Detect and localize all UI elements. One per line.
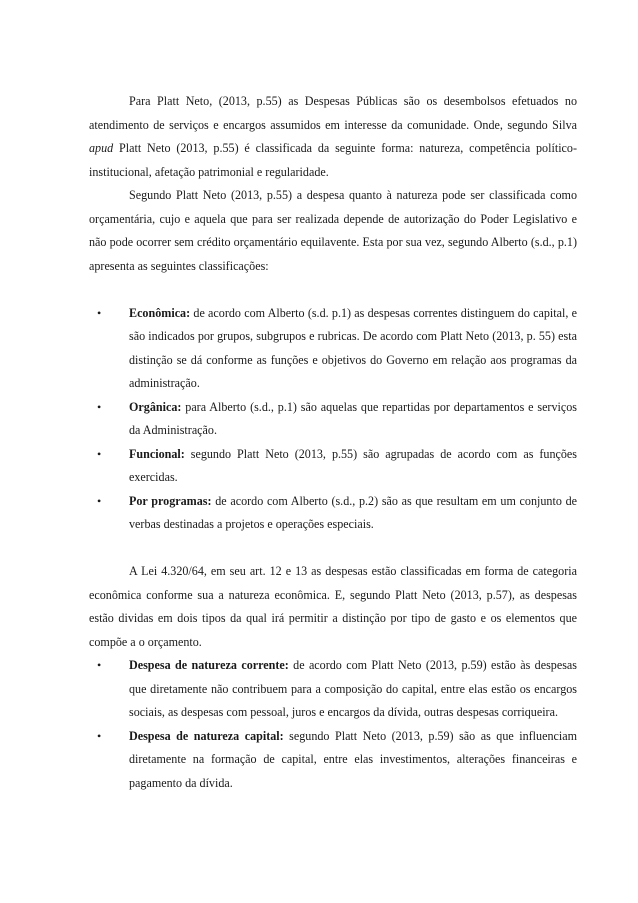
paragraph-text: Platt Neto (2013, p.55) é classificada da seguinte forma: natureza, competência político-institucional, afetação patrimonial e regularidade. <box>89 141 577 179</box>
list-item-despesa-capital <box>89 725 577 796</box>
list-item-funcional <box>89 443 577 490</box>
list-item-por-programas <box>89 490 577 537</box>
list-item-term: Funcional: <box>129 446 185 461</box>
list-item-term: Econômica: <box>129 305 191 320</box>
list-item-text: segundo Platt Neto (2013, p.55) são agrupadas de acordo com as funções exercidas. <box>129 446 577 484</box>
paragraph-despesas-publicas <box>89 90 577 184</box>
bullet-icon: • <box>97 658 102 672</box>
list-item-term: Despesa de natureza corrente: <box>129 658 289 672</box>
list-item-economica <box>89 302 577 396</box>
list-item-text: de acordo com Platt Neto (2013, p.59) estão às despesas que diretamente não contribuem para a composição do capital, entre elas estão os encargos sociais, as despesas com pessoal, juros e encargos da dívida, outras despesas corriqueira. <box>129 658 577 719</box>
list-item-term: Orgânica: <box>129 399 182 414</box>
paragraph-natureza: Segundo Platt Neto (2013, p.55) a despesa quanto à natureza pode ser classificada como orçamentária, cujo e aquela que para ser realizada depende de autorização do Poder Legislativo e não pode ocorrer sem crédito orçamentário equilavente. Esta por sua vez, segundo Alberto (s.d., p.1) apresenta as seguintes classificações: <box>89 188 577 273</box>
italic-term-apud: apud <box>89 141 114 155</box>
bullet-icon: • <box>97 399 102 414</box>
bullet-icon: • <box>97 728 102 743</box>
document-page <box>89 90 577 795</box>
list-item-text: de acordo com Alberto (s.d., p.2) são as que resultam em um conjunto de verbas destinadas a projetos e operações especiais. <box>129 493 577 531</box>
list-item-despesa-corrente <box>89 654 577 725</box>
list-item-term: Por programas: <box>129 493 212 508</box>
list-item-text: de acordo com Alberto (s.d. p.1) as despesas correntes distinguem do capital, e são indicados por grupos, subgrupos e rubricas. De acordo com Platt Neto (2013, p. 55) esta distinção se dá conforme as funções e objetivos do Governo em relação aos programas da administração. <box>129 305 577 390</box>
list-item-term: Despesa de natureza capital: <box>129 728 284 743</box>
bullet-icon: • <box>97 305 102 320</box>
expense-type-list <box>89 654 577 795</box>
bullet-icon: • <box>97 446 102 461</box>
list-item-text: para Alberto (s.d., p.1) são aquelas que repartidas por departamentos e serviços da Administração. <box>129 399 577 437</box>
bullet-icon: • <box>97 493 102 508</box>
classification-list <box>89 302 577 537</box>
paragraph-lei-4320: A Lei 4.320/64, em seu art. 12 e 13 as despesas estão classificadas em forma de categoria econômica conforme sua a natureza econômica. E, segundo Platt Neto (2013, p.57), as despesas estão dividas em dois tipos da qual irá permitir a distinção por tipo de gasto e os elementos que compõe a o orçamento. <box>89 564 577 649</box>
list-item-text: segundo Platt Neto (2013, p.59) são as que influenciam diretamente na formação de capital, entre elas investimentos, alterações financeiras e pagamento da dívida. <box>129 728 577 790</box>
list-item-organica <box>89 396 577 443</box>
paragraph-text: Para Platt Neto, (2013, p.55) as Despesas Públicas são os desembolsos efetuados no atendimento de serviços e encargos assumidos em interesse da comunidade. Onde, segundo Silva <box>89 94 577 132</box>
paragraph-spacer <box>89 537 577 561</box>
